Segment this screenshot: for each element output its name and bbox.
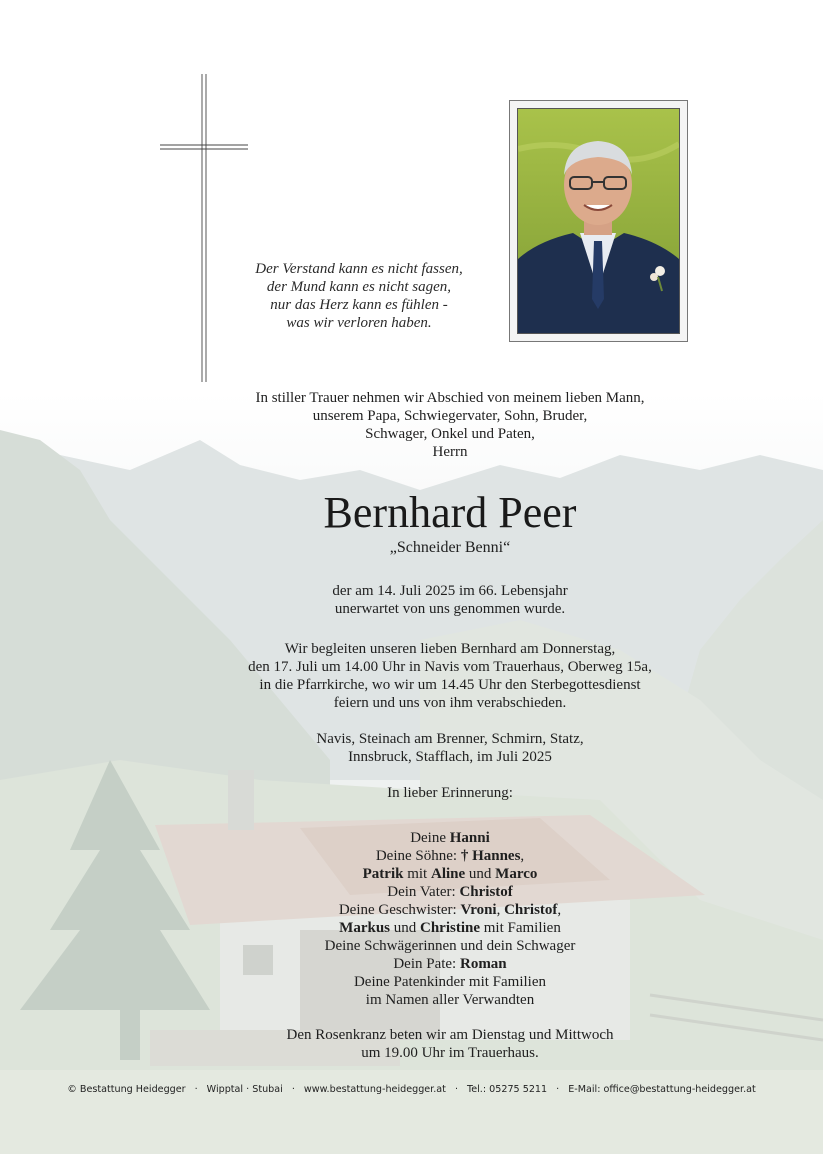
mourner-name: Patrik	[362, 866, 404, 882]
mourner-line: Deine Geschwister: Vroni, Christof,	[338, 902, 562, 918]
place-line: Navis, Steinach am Brenner, Schmirn, Statz,	[316, 731, 584, 747]
death-notice	[150, 582, 750, 618]
memory-heading: In lieber Erinnerung:	[387, 785, 513, 801]
portrait-photo	[517, 108, 680, 334]
mourner-name: Christof	[504, 902, 558, 918]
mourner-line: Markus und Christine mit Familien	[339, 920, 561, 936]
funeral-info	[150, 640, 750, 712]
intro-line: unserem Papa, Schwiegervater, Sohn, Bruder,	[312, 408, 588, 424]
mourner-name: Marco	[495, 866, 538, 882]
funeral-line: in die Pfarrkirche, wo wir um 14.45 Uhr den Sterbegottesdienst	[259, 677, 641, 693]
intro-line: Schwager, Onkel und Paten,	[365, 426, 535, 442]
mourner-name: Aline	[430, 866, 466, 882]
obituary-text	[150, 389, 750, 1062]
deceased-name: Bernhard Peer	[323, 488, 577, 537]
quote-line: nur das Herz kann es fühlen -	[270, 297, 448, 313]
quote-line: was wir verloren haben.	[286, 315, 432, 331]
mourner-line: Dein Vater: Christof	[387, 884, 513, 900]
mourner-line: Deine Söhne: † Hannes,	[375, 848, 525, 864]
place-line: Innsbruck, Stafflach, im Juli 2025	[348, 749, 552, 765]
mourner-name: Christine	[420, 920, 480, 936]
intro-line: Herrn	[432, 444, 468, 460]
funeral-line: feiern und uns von ihm verabschieden.	[333, 695, 567, 711]
mourner-line: Dein Pate: Roman	[393, 956, 507, 972]
funeral-line: den 17. Juli um 14.00 Uhr in Navis vom Trauerhaus, Oberweg 15a,	[248, 659, 652, 675]
quote-line: der Mund kann es nicht sagen,	[266, 279, 452, 295]
intro-line: In stiller Trauer nehmen wir Abschied von meinem lieben Mann,	[255, 390, 645, 406]
mourner-line: Patrik mit Aline und Marco	[362, 866, 538, 882]
cross-icon	[160, 74, 248, 382]
mourner-line: Deine Patenkinder mit Familien	[353, 974, 547, 990]
mourner-name: Hanni	[449, 830, 490, 846]
footer-copyright: © Bestattung Heidegger	[67, 1084, 186, 1095]
memorial-quote	[222, 260, 496, 332]
death-line: unerwartet von uns genommen wurde.	[334, 601, 566, 617]
footer-region: Wipptal · Stubai	[206, 1084, 283, 1095]
funeral-line: Wir begleiten unseren lieben Bernhard am Donnerstag,	[284, 641, 616, 657]
footer-website-link[interactable]: www.bestattung-heidegger.at	[303, 1084, 446, 1095]
mourner-name: Vroni	[460, 902, 497, 918]
quote-line: Der Verstand kann es nicht fassen,	[255, 261, 463, 277]
footer-email-link[interactable]: E-Mail: office@bestattung-heidegger.at	[568, 1084, 756, 1095]
portrait-frame	[509, 100, 688, 342]
rosary-line: Den Rosenkranz beten wir am Dienstag und Mittwoch	[286, 1027, 614, 1043]
deceased-nickname: „Schneider Benni“	[389, 539, 511, 556]
mourner-name: Markus	[339, 920, 390, 936]
mourner-line: Deine Schwägerinnen und dein Schwager	[324, 938, 576, 954]
death-line: der am 14. Juli 2025 im 66. Lebensjahr	[332, 583, 568, 599]
mourner-name: † Hannes	[460, 848, 521, 864]
mourner-line: Deine Hanni	[410, 830, 490, 846]
footer: © Bestattung Heidegger · Wipptal · Stubai · www.bestattung-heidegger.at · Tel.: 05275 5211 · E-Mail: office@bestattung-heidegger.at	[67, 1084, 756, 1095]
mourners-list	[150, 829, 750, 1009]
mourner-line: im Namen aller Verwandten	[365, 992, 535, 1008]
intro-section	[150, 389, 750, 461]
place-date	[150, 730, 750, 766]
mourner-name: Christof	[459, 884, 513, 900]
rosary-info	[150, 1026, 750, 1062]
rosary-line: um 19.00 Uhr im Trauerhaus.	[361, 1045, 539, 1061]
footer-phone: Tel.: 05275 5211	[467, 1084, 548, 1095]
mourner-name: Roman	[459, 956, 507, 972]
